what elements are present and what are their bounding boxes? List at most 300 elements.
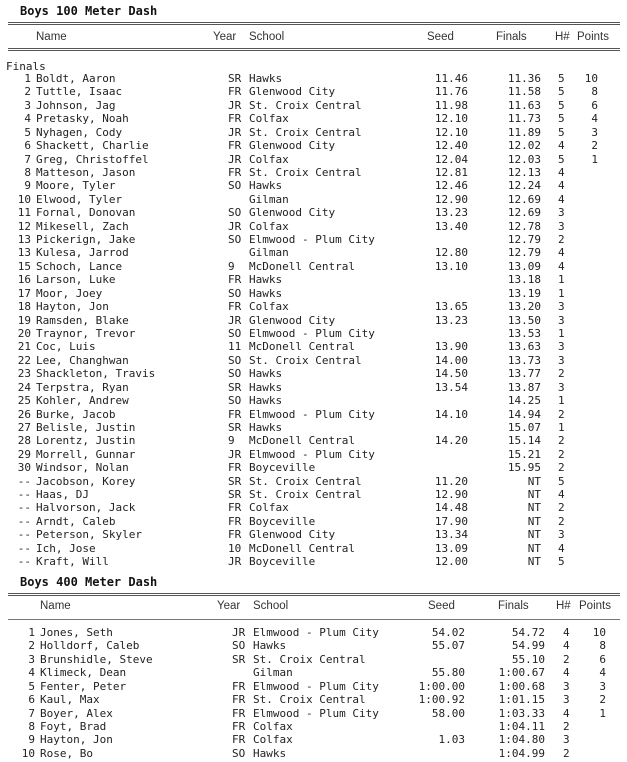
- cell-place: 27: [17, 420, 31, 434]
- cell-points: 1: [591, 152, 598, 166]
- table-row: [0, 528, 627, 541]
- cell-name: Foyt, Brad: [40, 719, 107, 733]
- cell-school: McDonell Central: [249, 541, 355, 555]
- cell-finals: 14.94: [507, 407, 541, 421]
- event-title-400m: Boys 400 Meter Dash: [20, 575, 158, 589]
- cell-seed: 14.50: [434, 367, 468, 381]
- cell-place: 23: [17, 367, 31, 381]
- cell-seed: 12.40: [434, 139, 468, 153]
- cell-name: Mikesell, Zach: [36, 219, 129, 233]
- cell-year: SO: [232, 746, 246, 760]
- cell-seed: 13.40: [434, 219, 468, 233]
- cell-year: SR: [228, 72, 242, 85]
- cell-year: SO: [228, 326, 242, 340]
- table-row: [0, 327, 627, 340]
- cell-school: Gilman: [249, 246, 289, 260]
- cell-year: FR: [228, 85, 242, 99]
- col-header-heat: H#: [555, 31, 570, 43]
- cell-year: FR: [228, 461, 242, 475]
- table-row: [0, 434, 627, 447]
- cell-place: 9: [24, 179, 31, 193]
- header-rule-top: [8, 22, 620, 25]
- cell-seed: 13.34: [434, 528, 468, 542]
- cell-place: --: [17, 514, 31, 528]
- cell-heat: 4: [563, 639, 570, 653]
- cell-school: Elmwood - Plum City: [253, 626, 379, 639]
- cell-name: Holldorf, Caleb: [40, 639, 140, 653]
- cell-heat: 2: [558, 407, 565, 421]
- cell-place: 6: [28, 693, 35, 707]
- cell-finals: 12.13: [507, 165, 541, 179]
- cell-seed: 13.23: [434, 206, 468, 220]
- cell-name: Lee, Changhwan: [36, 353, 129, 367]
- cell-year: JR: [228, 555, 242, 569]
- cell-finals: 15.95: [507, 461, 541, 475]
- cell-finals: 11.73: [507, 112, 541, 126]
- cell-points: 8: [599, 639, 606, 653]
- cell-year: JR: [228, 219, 242, 233]
- table-row: [0, 273, 627, 286]
- cell-name: Pretasky, Noah: [36, 112, 129, 126]
- cell-seed: 55.80: [431, 666, 465, 680]
- table-row: [0, 461, 627, 474]
- cell-year: SR: [228, 380, 242, 394]
- cell-seed: 14.20: [434, 434, 468, 448]
- cell-heat: 3: [563, 733, 570, 747]
- cell-year: FR: [228, 528, 242, 542]
- cell-name: Belisle, Justin: [36, 420, 136, 434]
- table-row: [0, 139, 627, 152]
- cell-heat: 2: [558, 514, 565, 528]
- cell-seed: 13.09: [434, 541, 468, 555]
- cell-name: Halvorson, Jack: [36, 501, 136, 515]
- cell-school: Elmwood - Plum City: [253, 679, 379, 693]
- cell-seed: 12.46: [434, 179, 468, 193]
- cell-name: Klimeck, Dean: [40, 666, 127, 680]
- event-title-100m: Boys 100 Meter Dash: [20, 4, 158, 18]
- cell-finals: 11.36: [507, 72, 541, 85]
- cell-seed: 11.98: [434, 98, 468, 112]
- cell-points: 10: [584, 72, 598, 85]
- cell-finals: 13.50: [507, 313, 541, 327]
- cell-name: Coc, Luis: [36, 340, 96, 354]
- cell-name: Larson, Luke: [36, 273, 116, 287]
- cell-heat: 1: [558, 326, 565, 340]
- cell-heat: 2: [558, 367, 565, 381]
- cell-heat: 2: [558, 501, 565, 515]
- table-row: [0, 85, 627, 98]
- col-header-year: Year: [213, 31, 237, 43]
- cell-seed: 12.90: [434, 192, 468, 206]
- cell-heat: 4: [563, 666, 570, 680]
- cell-place: 8: [28, 719, 35, 733]
- cell-seed: 12.10: [434, 125, 468, 139]
- cell-school: Glenwood City: [249, 139, 336, 153]
- cell-finals: 12.69: [507, 206, 541, 220]
- cell-finals: NT: [527, 488, 541, 502]
- cell-school: Hawks: [253, 746, 287, 760]
- cell-name: Elwood, Tyler: [36, 192, 123, 206]
- cell-year: SO: [228, 206, 242, 220]
- cell-year: SO: [228, 286, 242, 300]
- table-row: [4, 626, 627, 639]
- cell-name: Kraft, Will: [36, 555, 109, 569]
- cell-name: Moore, Tyler: [36, 179, 116, 193]
- cell-heat: 3: [558, 300, 565, 314]
- cell-points: 10: [592, 626, 606, 639]
- col-header-name: Name: [36, 31, 67, 43]
- cell-year: FR: [228, 407, 242, 421]
- table-row: [0, 153, 627, 166]
- cell-place: --: [17, 488, 31, 502]
- cell-heat: 4: [558, 488, 565, 502]
- cell-name: Terpstra, Ryan: [36, 380, 129, 394]
- cell-place: 17: [17, 286, 31, 300]
- cell-year: FR: [228, 139, 242, 153]
- table-row: [0, 246, 627, 259]
- header-rule-bottom-400: [8, 619, 620, 620]
- col-header-heat-400: H#: [556, 600, 571, 612]
- cell-year: SO: [228, 367, 242, 381]
- cell-place: --: [17, 501, 31, 515]
- cell-place: 9: [28, 733, 35, 747]
- cell-place: 8: [24, 165, 31, 179]
- cell-seed: 13.10: [434, 259, 468, 273]
- cell-heat: 2: [558, 434, 565, 448]
- cell-heat: 5: [558, 474, 565, 488]
- cell-finals: 13.20: [507, 300, 541, 314]
- table-row: [0, 166, 627, 179]
- cell-school: Glenwood City: [249, 85, 336, 99]
- cell-finals: NT: [527, 555, 541, 569]
- cell-finals: 1:04.99: [498, 746, 545, 760]
- cell-year: FR: [228, 273, 242, 287]
- cell-year: JR: [232, 626, 246, 639]
- table-row: [4, 653, 627, 666]
- table-row: [4, 733, 627, 746]
- cell-heat: 3: [558, 206, 565, 220]
- cell-seed: 55.07: [431, 639, 465, 653]
- cell-place: 5: [28, 679, 35, 693]
- cell-year: FR: [228, 112, 242, 126]
- cell-heat: 3: [558, 528, 565, 542]
- cell-year: FR: [232, 693, 246, 707]
- cell-name: Haas, DJ: [36, 488, 89, 502]
- cell-finals: 15.07: [507, 420, 541, 434]
- cell-seed: 1:00.92: [418, 693, 465, 707]
- cell-finals: 14.25: [507, 394, 541, 408]
- cell-heat: 3: [558, 219, 565, 233]
- cell-heat: 3: [558, 353, 565, 367]
- cell-year: 9: [228, 434, 235, 448]
- cell-finals: NT: [527, 474, 541, 488]
- cell-year: JR: [228, 152, 242, 166]
- cell-heat: 2: [563, 746, 570, 760]
- cell-place: 28: [17, 434, 31, 448]
- table-row: [0, 193, 627, 206]
- cell-heat: 3: [558, 340, 565, 354]
- cell-seed: 12.00: [434, 555, 468, 569]
- col-header-school: School: [249, 31, 285, 43]
- cell-place: 5: [24, 125, 31, 139]
- cell-name: Windsor, Nolan: [36, 461, 129, 475]
- cell-finals: NT: [527, 528, 541, 542]
- cell-name: Ramsden, Blake: [36, 313, 129, 327]
- table-row: [0, 314, 627, 327]
- cell-school: Colfax: [253, 733, 293, 747]
- cell-year: FR: [232, 706, 246, 720]
- cell-name: Jones, Seth: [40, 626, 113, 639]
- table-row: [0, 408, 627, 421]
- cell-points: 4: [591, 112, 598, 126]
- cell-school: St. Croix Central: [253, 693, 366, 707]
- cell-name: Tuttle, Isaac: [36, 85, 123, 99]
- table-row: [0, 126, 627, 139]
- table-row: [0, 354, 627, 367]
- cell-finals: 1:01.15: [498, 693, 545, 707]
- cell-points: 6: [599, 652, 606, 666]
- table-row: [0, 206, 627, 219]
- cell-seed: 54.02: [431, 626, 465, 639]
- cell-school: Elmwood - Plum City: [249, 447, 375, 461]
- cell-finals: 1:00.68: [498, 679, 545, 693]
- cell-points: 4: [599, 666, 606, 680]
- cell-points: 1: [599, 706, 606, 720]
- cell-finals: 13.87: [507, 380, 541, 394]
- cell-school: Hawks: [249, 273, 283, 287]
- cell-school: Hawks: [249, 380, 283, 394]
- cell-place: 7: [28, 706, 35, 720]
- cell-heat: 4: [558, 139, 565, 153]
- cell-finals: 12.02: [507, 139, 541, 153]
- table-row: [0, 421, 627, 434]
- cell-year: 11: [228, 340, 242, 354]
- table-row: [4, 666, 627, 679]
- cell-name: Arndt, Caleb: [36, 514, 116, 528]
- cell-year: SO: [228, 353, 242, 367]
- cell-school: St. Croix Central: [249, 353, 362, 367]
- cell-year: FR: [228, 300, 242, 314]
- cell-place: --: [17, 541, 31, 555]
- cell-name: Matteson, Jason: [36, 165, 136, 179]
- table-row: [0, 381, 627, 394]
- cell-finals: 15.21: [507, 447, 541, 461]
- cell-school: Hawks: [249, 72, 283, 85]
- cell-place: 3: [28, 652, 35, 666]
- cell-school: St. Croix Central: [253, 652, 366, 666]
- table-row: [4, 707, 627, 720]
- cell-school: Hawks: [249, 394, 283, 408]
- cell-heat: 4: [558, 165, 565, 179]
- cell-heat: 5: [558, 112, 565, 126]
- cell-year: FR: [228, 165, 242, 179]
- cell-seed: 13.65: [434, 300, 468, 314]
- table-row: [0, 515, 627, 528]
- cell-year: JR: [228, 125, 242, 139]
- table-row: [0, 475, 627, 488]
- col-header-school-400: School: [253, 600, 289, 612]
- cell-year: SR: [228, 420, 242, 434]
- cell-school: Glenwood City: [249, 206, 336, 220]
- cell-name: Rose, Bo: [40, 746, 93, 760]
- cell-place: 13: [17, 233, 31, 247]
- cell-finals: NT: [527, 541, 541, 555]
- cell-finals: 54.99: [511, 639, 545, 653]
- cell-name: Moor, Joey: [36, 286, 103, 300]
- header-rule-bottom: [8, 48, 620, 51]
- cell-heat: 4: [558, 192, 565, 206]
- cell-finals: 1:00.67: [498, 666, 545, 680]
- cell-school: Hawks: [253, 639, 287, 653]
- cell-points: 8: [591, 85, 598, 99]
- cell-place: 25: [17, 394, 31, 408]
- cell-school: Elmwood - Plum City: [249, 407, 375, 421]
- table-row: [0, 501, 627, 514]
- col-header-finals: Finals: [496, 31, 527, 43]
- cell-year: FR: [228, 514, 242, 528]
- cell-name: Ich, Jose: [36, 541, 96, 555]
- cell-heat: 5: [558, 555, 565, 569]
- cell-name: Peterson, Skyler: [36, 528, 142, 542]
- cell-heat: 4: [558, 179, 565, 193]
- cell-place: 11: [17, 206, 31, 220]
- table-row: [0, 220, 627, 233]
- cell-year: JR: [228, 447, 242, 461]
- cell-seed: 1.03: [438, 733, 465, 747]
- cell-name: Boldt, Aaron: [36, 72, 116, 85]
- cell-place: 16: [17, 273, 31, 287]
- cell-place: --: [17, 528, 31, 542]
- table-row: [4, 720, 627, 733]
- table-row: [0, 394, 627, 407]
- cell-school: Elmwood - Plum City: [249, 233, 375, 247]
- cell-school: Colfax: [249, 112, 289, 126]
- cell-place: 13: [17, 246, 31, 260]
- cell-name: Schoch, Lance: [36, 259, 123, 273]
- cell-finals: 15.14: [507, 434, 541, 448]
- table-row: [0, 72, 627, 85]
- cell-school: Boyceville: [249, 555, 316, 569]
- cell-school: Glenwood City: [249, 528, 336, 542]
- cell-place: --: [17, 474, 31, 488]
- cell-name: Fenter, Peter: [40, 679, 127, 693]
- cell-name: Nyhagen, Cody: [36, 125, 123, 139]
- cell-school: McDonell Central: [249, 259, 355, 273]
- cell-heat: 3: [558, 313, 565, 327]
- cell-school: Hawks: [249, 420, 283, 434]
- cell-seed: 13.23: [434, 313, 468, 327]
- cell-heat: 5: [558, 98, 565, 112]
- cell-name: Hayton, Jon: [36, 300, 109, 314]
- table-row: [0, 542, 627, 555]
- cell-seed: 11.76: [434, 85, 468, 99]
- table-row: [4, 693, 627, 706]
- cell-heat: 1: [558, 394, 565, 408]
- cell-year: JR: [228, 313, 242, 327]
- cell-year: FR: [232, 719, 246, 733]
- table-row: [0, 555, 627, 568]
- cell-seed: 13.54: [434, 380, 468, 394]
- cell-name: Shackett, Charlie: [36, 139, 149, 153]
- cell-finals: 1:03.33: [498, 706, 545, 720]
- cell-school: Colfax: [253, 719, 293, 733]
- cell-year: SR: [232, 652, 246, 666]
- cell-school: Colfax: [249, 300, 289, 314]
- cell-seed: 14.10: [434, 407, 468, 421]
- cell-heat: 2: [558, 447, 565, 461]
- cell-year: JR: [228, 98, 242, 112]
- cell-name: Jacobson, Korey: [36, 474, 136, 488]
- table-row: [4, 680, 627, 693]
- cell-school: Hawks: [249, 367, 283, 381]
- cell-heat: 5: [558, 72, 565, 85]
- cell-name: Traynor, Trevor: [36, 326, 136, 340]
- cell-school: St. Croix Central: [249, 125, 362, 139]
- cell-heat: 1: [558, 273, 565, 287]
- cell-place: 24: [17, 380, 31, 394]
- cell-seed: 14.48: [434, 501, 468, 515]
- cell-finals: 12.78: [507, 219, 541, 233]
- cell-finals: NT: [527, 501, 541, 515]
- cell-year: SR: [228, 474, 242, 488]
- cell-place: 15: [17, 259, 31, 273]
- table-row: [4, 747, 627, 760]
- cell-finals: 12.79: [507, 246, 541, 260]
- cell-name: Hayton, Jon: [40, 733, 113, 747]
- cell-place: 1: [24, 72, 31, 85]
- cell-seed: 12.10: [434, 112, 468, 126]
- col-header-points-400: Points: [579, 600, 611, 612]
- cell-place: 10: [21, 746, 35, 760]
- table-row: [0, 233, 627, 246]
- cell-place: 22: [17, 353, 31, 367]
- section-label-finals: Finals: [6, 60, 46, 73]
- cell-school: Boyceville: [249, 461, 316, 475]
- header-rule-top-400: [8, 593, 620, 596]
- cell-finals: NT: [527, 514, 541, 528]
- cell-year: 9: [228, 259, 235, 273]
- cell-place: 21: [17, 340, 31, 354]
- cell-heat: 4: [558, 259, 565, 273]
- cell-name: Kohler, Andrew: [36, 394, 129, 408]
- cell-finals: 11.89: [507, 125, 541, 139]
- cell-finals: 13.77: [507, 367, 541, 381]
- cell-seed: 12.80: [434, 246, 468, 260]
- cell-name: Shackleton, Travis: [36, 367, 156, 381]
- cell-school: Boyceville: [249, 514, 316, 528]
- cell-school: St. Croix Central: [249, 98, 362, 112]
- table-row: [0, 287, 627, 300]
- cell-seed: 1:00.00: [418, 679, 465, 693]
- cell-finals: 55.10: [511, 652, 545, 666]
- cell-name: Burke, Jacob: [36, 407, 116, 421]
- cell-school: Colfax: [249, 219, 289, 233]
- cell-name: Kaul, Max: [40, 693, 100, 707]
- cell-year: SR: [228, 488, 242, 502]
- cell-name: Brunshidle, Steve: [40, 652, 153, 666]
- cell-school: Colfax: [249, 501, 289, 515]
- cell-name: Greg, Christoffel: [36, 152, 149, 166]
- cell-school: McDonell Central: [249, 340, 355, 354]
- cell-heat: 4: [563, 706, 570, 720]
- cell-school: Hawks: [249, 179, 283, 193]
- cell-seed: 12.90: [434, 488, 468, 502]
- cell-year: 10: [228, 541, 242, 555]
- table-row: [0, 340, 627, 353]
- cell-heat: 1: [558, 286, 565, 300]
- cell-school: McDonell Central: [249, 434, 355, 448]
- cell-place: 4: [28, 666, 35, 680]
